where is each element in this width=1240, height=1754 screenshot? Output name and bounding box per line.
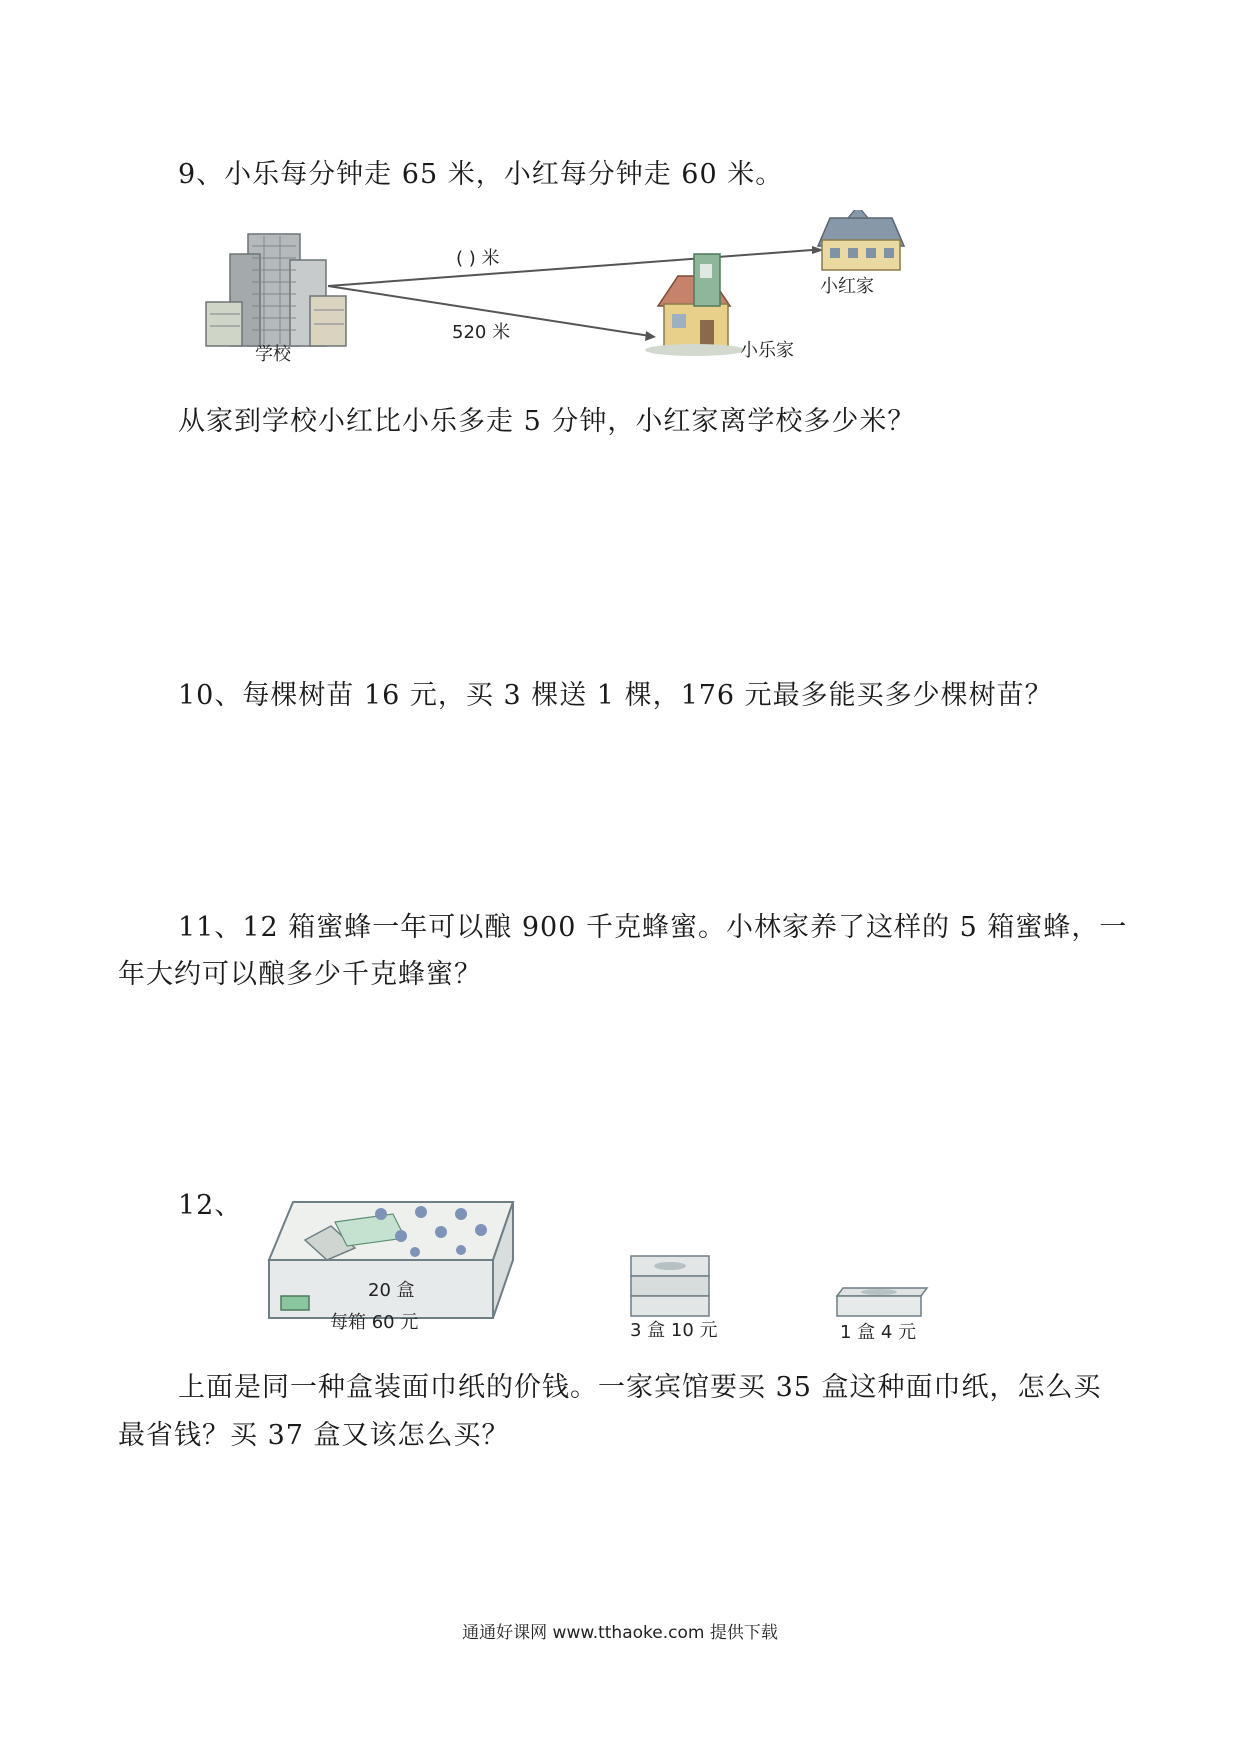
- school-building-icon: [206, 234, 346, 346]
- q12-line1: 上面是同一种盒装面巾纸的价钱。一家宾馆要买 35 盒这种面巾纸，怎么买: [178, 1372, 1102, 1403]
- label-unknown-distance: ( ) 米: [456, 248, 500, 269]
- label-xiaohong-home: 小红家: [820, 276, 874, 297]
- q9-prompt: 9、小乐每分钟走 65 米，小红每分钟走 60 米。: [178, 159, 784, 190]
- label-carton-count: 20 盒: [368, 1280, 415, 1301]
- label-single-price: 1 盒 4 元: [840, 1322, 917, 1343]
- label-xiaole-home: 小乐家: [740, 340, 794, 361]
- q9-route-figure: [200, 210, 920, 370]
- label-carton-price: 每箱 60 元: [330, 1312, 419, 1333]
- q11-line1: 11、12 箱蜜蜂一年可以酿 900 千克蜂蜜。小林家养了这样的 5 箱蜜蜂，一: [178, 912, 1128, 943]
- q9-question: 从家到学校小红比小乐多走 5 分钟，小红家离学校多少米？: [178, 406, 916, 437]
- label-school: 学校: [255, 344, 291, 365]
- label-pack-price: 3 盒 10 元: [630, 1320, 718, 1341]
- tissue-pack-icon: [631, 1256, 709, 1316]
- q11-line2: 年大约可以酿多少千克蜂蜜？: [118, 959, 482, 990]
- label-known-distance: 520 米: [452, 322, 511, 343]
- q12-line2: 最省钱？买 37 盒又该怎么买？: [118, 1420, 510, 1451]
- q10-text: 10、每棵树苗 16 元，买 3 棵送 1 棵，176 元最多能买多少棵树苗？: [178, 680, 1053, 711]
- route-to-xiaohong-home: [328, 250, 812, 286]
- xiaole-house-icon: [645, 254, 745, 356]
- footer-source: 通通好课网 www.tthaoke.com 提供下载: [462, 1623, 778, 1643]
- q12-number: 12、: [178, 1190, 243, 1221]
- xiaohong-house-icon: [818, 210, 904, 270]
- tissue-box-icon: [837, 1288, 927, 1316]
